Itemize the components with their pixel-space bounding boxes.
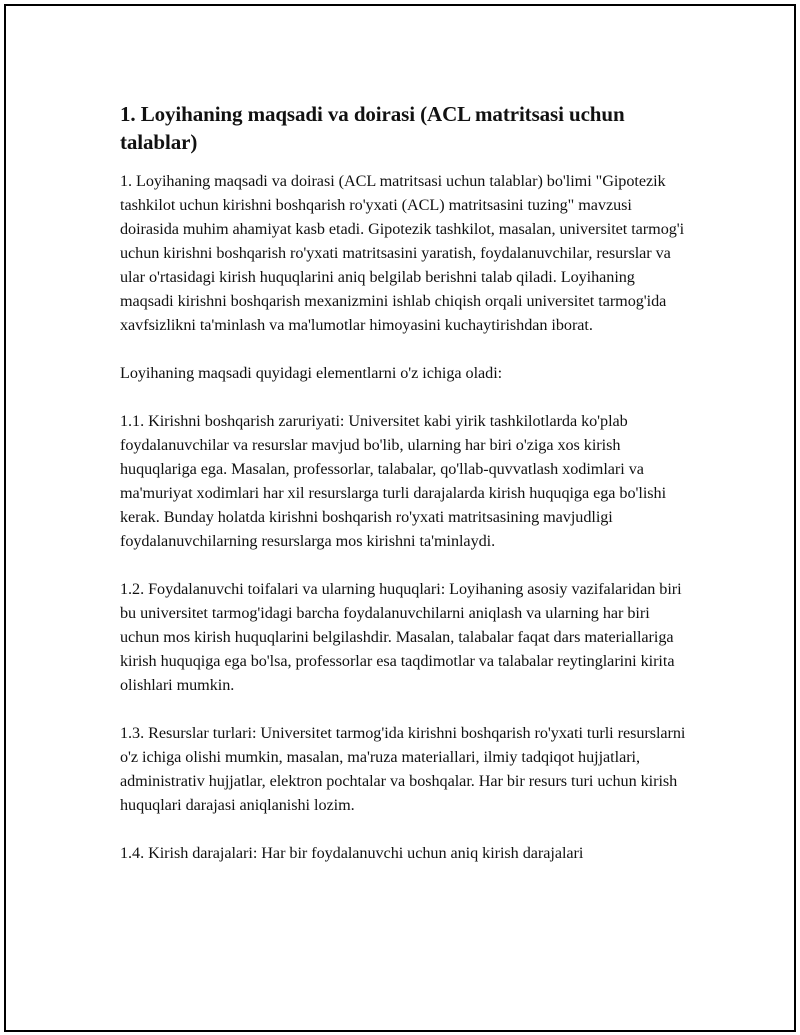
paragraph-1-3: 1.3. Resurslar turlari: Universitet tarmog'ida kirishni boshqarish ro'yxati turli resurslarni o'z ichiga olishi mumkin, masalan, ma'ruza materiallari, ilmiy tadqiqot hujjatlari, administrativ hujjatlar, elektron pochtalar va boshqalar. Har bir resurs turi uchun kirish huquqlari darajasi aniqlanishi lozim. xyxy=(120,724,686,814)
document-body xyxy=(120,94,690,889)
paragraph-intro: 1. Loyihaning maqsadi va doirasi (ACL matritsasi uchun talablar) bo'limi "Gipotezik tashkilot uchun kirishni boshqarish ro'yxati (ACL) matritsasini tuzing" mavzusi doirasida muhim ahamiyat kasb etadi. Gipotezik tashkilot, masalan, universitet tarmog'i uchun kirishni boshqarish ro'yxati matritsasini yaratish, foydalanuvchilar, resurslar va ular o'rtasidagi kirish huquqlarini aniq belgilab berishni talab qiladi. Loyihaning maqsadi kirishni boshqarish mexanizmini ishlab chiqish orqali universitet tarmog'ida xavfsizlikni ta'minlash va ma'lumotlar himoyasini kuchaytirishdan iborat. xyxy=(120,172,685,334)
paragraph-goals-lead: Loyihaning maqsadi quyidagi elementlarni o'z ichiga oladi: xyxy=(120,364,503,382)
section-heading: 1. Loyihaning maqsadi va doirasi (ACL matritsasi uchun talablar) xyxy=(120,102,625,154)
page-frame xyxy=(4,4,796,1032)
paragraph-1-1: 1.1. Kirishni boshqarish zaruriyati: Universitet kabi yirik tashkilotlarda ko'plab foydalanuvchilar va resurslar mavjud bo'lib, ularning har biri o'ziga xos kirish huquqlariga ega. Masalan, professorlar, talabalar, qo'llab-quvvatlash xodimlari va ma'muriyat xodimlari har xil resurslarga turli darajalarda kirish huquqiga ega bo'lishi kerak. Bunday holatda kirishni boshqarish ro'yxati matritsasining mavjudligi foydalanuvchilarning resurslarga mos kirishni ta'minlaydi. xyxy=(120,412,667,550)
paragraph-1-4: 1.4. Kirish darajalari: Har bir foydalanuvchi uchun aniq kirish darajalari xyxy=(120,844,584,862)
paragraph-1-2: 1.2. Foydalanuvchi toifalari va ularning huquqlari: Loyihaning asosiy vazifalaridan biri bu universitet tarmog'idagi barcha foydalanuvchilarni aniqlash va ularning har biri uchun mos kirish huquqlarini belgilashdir. Masalan, talabalar faqat dars materiallariga kirish huquqiga ega bo'lsa, professorlar esa taqdimotlar va talabalar reytinglarini kirita olishlari mumkin. xyxy=(120,580,682,694)
